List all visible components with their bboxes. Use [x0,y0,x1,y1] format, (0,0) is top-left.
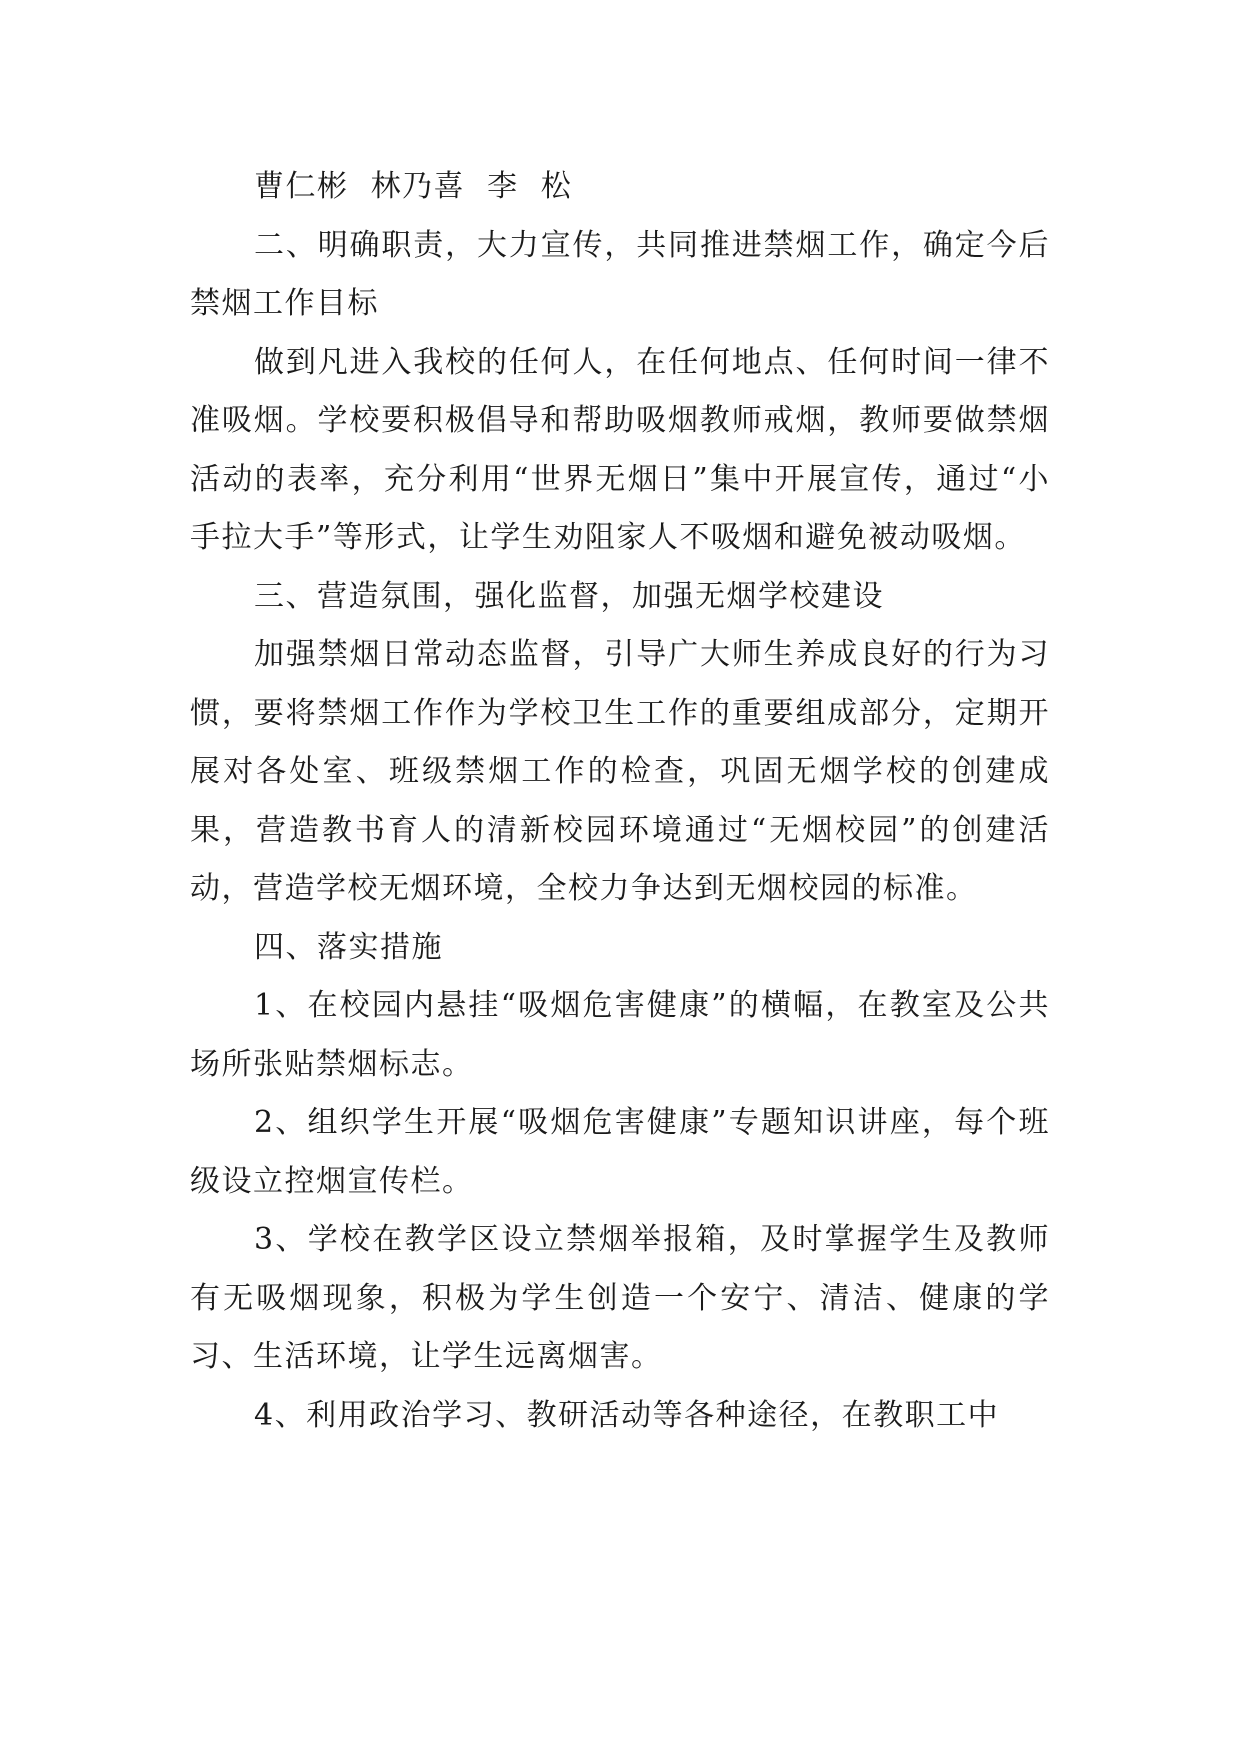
body-paragraph: 加强禁烟日常动态监督，引导广大师生养成良好的行为习惯，要将禁烟工作作为学校卫生工作的重要组成部分，定期开展对各处室、班级禁烟工作的检查，巩固无烟学校的创建成果，营造教书育人的清新校园环境通过“无烟校园”的创建活动，营造学校无烟环境，全校力争达到无烟校园的标准。 [190,637,1050,906]
measure-item-4: 4、利用政治学习、教研活动等各种途径，在教职工中 [254,1397,1000,1433]
section-heading-3: 三、营造氛围，强化监督，加强无烟学校建设 [254,578,884,614]
measure-item-3: 3、学校在教学区设立禁烟举报箱，及时掌握学生及教师有无吸烟现象，积极为学生创造一个安宁、清洁、健康的学习、生活环境，让学生远离烟害。 [190,1222,1050,1374]
section-heading-4: 四、落实措施 [254,929,443,965]
document-body [190,158,1050,1445]
body-paragraph: 做到凡进入我校的任何人，在任何地点、任何时间一律不准吸烟。学校要积极倡导和帮助吸烟教师戒烟，教师要做禁烟活动的表率，充分利用“世界无烟日”集中开展宣传，通过“小手拉大手”等形式，让学生劝阻家人不吸烟和避免被动吸烟。 [190,344,1050,555]
measure-item-2: 2、组织学生开展“吸烟危害健康”专题知识讲座，每个班级设立控烟宣传栏。 [190,1105,1050,1199]
measure-item-1: 1、在校园内悬挂“吸烟危害健康”的横幅，在教室及公共场所张贴禁烟标志。 [190,988,1050,1082]
staff-names-line: 曹仁彬 林乃喜 李 松 [254,169,573,204]
section-heading-2: 二、明确职责，大力宣传，共同推进禁烟工作，确定今后禁烟工作目标 [190,227,1050,321]
